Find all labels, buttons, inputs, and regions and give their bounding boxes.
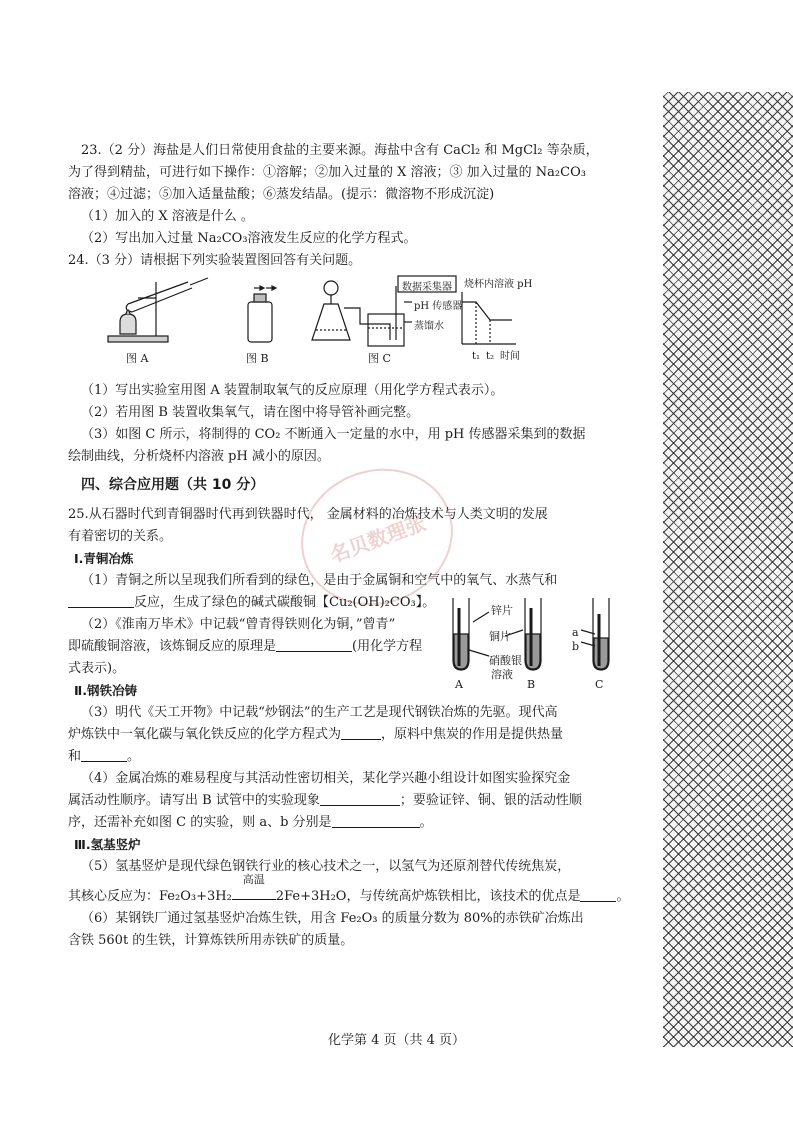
answer-blank-7[interactable] [580, 887, 616, 902]
answer-blank-1[interactable] [68, 593, 134, 608]
high-temp-label: 高温 [242, 873, 265, 886]
q24-sub1: （1）写出实验室用图 A 装置制取氧气的反应原理（用化学方程式表示）。 [81, 383, 504, 398]
tube-c-label: C [595, 678, 604, 691]
q24-sub3b: 绘制曲线，分析烧杯内溶液 pH 减小的原因。 [68, 449, 330, 464]
q25-s1a: （1）青铜之所以呈现我们所看到的绿色，是由于金属铜和空气中的氧气、水蒸气和 [81, 573, 558, 588]
q25-s1b: 反应，生成了绿色的碱式碳酸铜【Cu₂(OH)₂CO₃】。 [134, 595, 436, 610]
ph-curve-graph [462, 292, 516, 344]
q25-part1-title: Ⅰ.青铜冶炼 [74, 551, 134, 566]
figure-c-label: 图 C [368, 352, 391, 365]
solution-label: 溶液 [491, 668, 513, 681]
copper-label: 铜片 [489, 630, 511, 643]
graph-t2-label: t₂ [486, 351, 495, 362]
page-footer: 化学第 4 页（共 4 页） [327, 1033, 466, 1048]
q25-part2-title: Ⅱ.钢铁冶铸 [74, 683, 137, 698]
distilled-water-label: 蒸馏水 [414, 321, 444, 332]
tube-a-marker: a [572, 626, 579, 639]
graph-time-label: 时间 [500, 351, 520, 362]
q24-sub3a: （3）如图 C 所示，将制得的 CO₂ 不断通入一定量的水中，用 pH 传感器采集到的数据 [81, 427, 586, 442]
q24-stem: 24.（3 分）请根据下列实验装置图回答有关问题。 [68, 253, 362, 268]
apparatus-drawing [98, 274, 518, 372]
ph-sensor-label: pH 传感器 [414, 301, 463, 312]
section-heading: 四、综合应用题（共 10 分） [81, 477, 265, 493]
q23-sub2: （2）写出加入过量 Na₂CO₃溶液发生反应的化学方程式。 [81, 231, 417, 246]
q25-s3c-post: 。 [127, 749, 141, 764]
q25-s3b-post: ，原料中焦炭的作用是提供热量 [381, 727, 564, 742]
q25-s4c-pre: 序，还需补充如图 C 的实验，则 a、b 分别是 [68, 815, 332, 830]
q25-s6a: （6）某钢铁厂通过氢基竖炉冶炼生铁，用含 Fe₂O₃ 的质量分数为 80%的赤铁矿冶炼出 [81, 911, 584, 926]
q25-s5b-post: 。 [616, 889, 630, 904]
answer-blank-6[interactable] [332, 813, 420, 828]
figure-a-apparatus [108, 278, 208, 342]
crosshatch-margin [663, 92, 793, 1047]
q25-s4b-post: ；要验证锌、铜、银的活动性顺 [399, 793, 582, 808]
reaction-condition [232, 873, 276, 908]
q23-line2: 为了得到精盐，可进行如下操作：①溶解；②加入过量的 X 溶液；③ 加入过量的 Na₂CO₃ [68, 165, 586, 180]
q25-stem2: 有着密切的关系。 [68, 529, 173, 544]
figure-b-bottle [248, 286, 276, 342]
q24-sub2: （2）若用图 B 装置收集氧气，请在图中将导管补画完整。 [81, 405, 420, 420]
q25-s4a: （4）金属冶炼的难易程度与其活动性密切相关，某化学兴趣小组设计如图实验探究金 [81, 771, 571, 786]
q24-figures [68, 274, 653, 372]
q23-line3: 溶液；④过滤；⑤加入适量盐酸；⑥蒸发结晶。(提示：微溶物不形成沉淀) [68, 187, 495, 202]
q23-line1: 23.（2 分）海盐是人们日常使用食盐的主要来源。海盐中含有 CaCl₂ 和 MgCl₂ 等杂质， [81, 143, 599, 158]
figure-a-label: 图 A [126, 352, 149, 365]
q25-s5a: （5）氢基竖炉是现代绿色钢铁行业的核心技术之一，以氢气为还原剂替代传统焦炭， [81, 859, 571, 874]
q25-s5b-mid: 2Fe+3H₂O，与传统高炉炼铁相比，该技术的优点是 [275, 889, 581, 904]
tube-b-label: B [527, 678, 536, 691]
q25-s3a: （3）明代《天工开物》中记载“炒钢法”的生产工艺是现代钢铁冶炼的先驱。现代高 [81, 705, 558, 720]
q25-s4c-post: 。 [419, 815, 433, 830]
tube-b-marker: b [572, 640, 580, 653]
data-logger-label: 数据采集器 [402, 282, 452, 293]
graph-t1-label: t₁ [472, 351, 481, 362]
q25-s2b-pre: 即硫酸铜溶液，该炼铜反应的原理是 [68, 639, 277, 654]
q25-s3b-pre: 炉炼铁中一氧化碳与氧化铁反应的化学方程式为 [68, 727, 342, 742]
answer-blank-4[interactable] [81, 747, 127, 762]
zinc-label: 锌片 [491, 604, 513, 617]
q25-stem1: 25.从石器时代到青铜器时代再到铁器时代， 金属材料的冶炼技术与人类文明的发展 [68, 507, 548, 522]
test-tubes-drawing [443, 594, 643, 690]
q25-s5b-pre: 其核心反应为：Fe₂O₃+3H₂ [68, 889, 232, 904]
watermark-stamp: 名贝数理张 [282, 448, 473, 627]
answer-blank-5[interactable] [320, 791, 400, 806]
answer-blank-3[interactable] [341, 725, 381, 740]
answer-blank-2[interactable] [276, 637, 352, 652]
silver-nitrate-label: 硝酸银 [489, 654, 522, 667]
q25-s2c: 式表示)。 [68, 661, 126, 676]
q25-s2a: （2）《淮南万毕术》中记载“曾青得铁则化为铜，”曾青” [81, 617, 396, 632]
q25-s3c-pre: 和 [68, 749, 82, 764]
figure-b-label: 图 B [246, 352, 269, 365]
page-content [68, 140, 653, 952]
q23-sub1: （1）加入的 X 溶液是什么 。 [81, 209, 254, 224]
tube-a-label: A [455, 678, 463, 691]
q25-s6b: 含铁 560t 的生铁，计算炼铁所用赤铁矿的质量。 [68, 933, 354, 948]
test-tube-figure [443, 594, 643, 698]
q25-part3-title: Ⅲ.氢基竖炉 [74, 837, 141, 852]
q25-s2b-post: (用化学方程 [352, 639, 423, 654]
graph-title: 烧杯内溶液 pH [464, 279, 533, 290]
q25-s4b-pre: 属活动性顺序。请写出 B 试管中的实验现象 [68, 793, 320, 808]
